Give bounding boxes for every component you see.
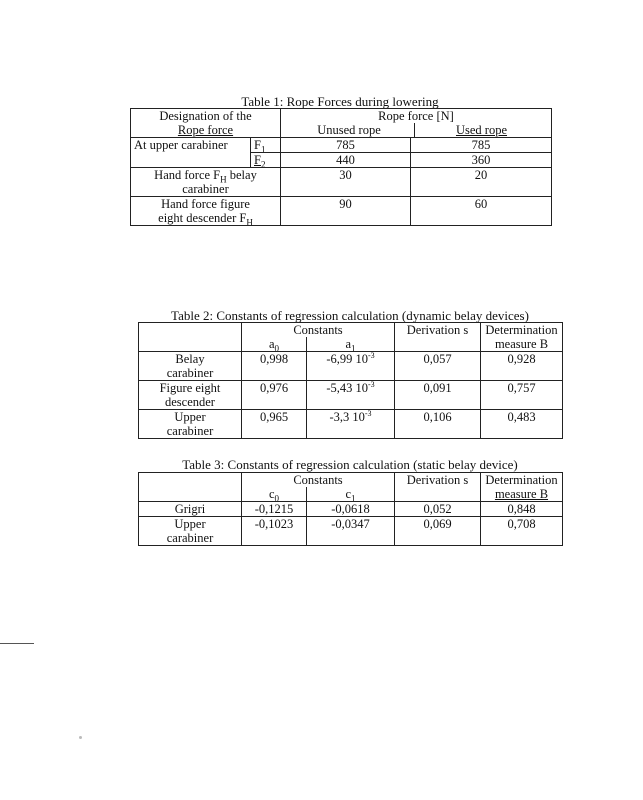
table-row: Upper carabiner 0,965 -3,3 $10^{-3}$ 0,106 0,483 xyxy=(139,410,563,439)
row-symbol: $F_1$ xyxy=(251,138,281,153)
scan-speck xyxy=(79,736,82,739)
table1-header-row xyxy=(131,109,552,138)
table3-caption: Table 3: Constants of regression calculation (static belay device) xyxy=(182,457,518,472)
header-a0: $a_0$ xyxy=(242,337,307,352)
table1-row xyxy=(131,138,552,153)
row-symbol: $F_2$ xyxy=(251,153,281,168)
value-unused: 785 xyxy=(281,138,411,153)
table-row: Upper carabiner -0,1023 -0,0347 0,069 0,708 xyxy=(139,517,563,546)
value-used: 785 xyxy=(411,138,552,153)
value-unused: 90 xyxy=(281,197,411,226)
header-constants: Constants xyxy=(242,323,395,338)
header-derivation: Derivation s xyxy=(395,323,481,352)
row-label: Hand force figure eight descender $F_H$ xyxy=(131,197,281,226)
table2-caption: Table 2: Constants of regression calculation (dynamic belay devices) xyxy=(171,308,529,323)
table-row: Belay carabiner 0,998 -6,99 $10^{-3}$ 0,057 0,928 xyxy=(139,352,563,381)
header-designation: Designation of the Rope force xyxy=(131,109,281,138)
table-row: Figure eight descender 0,976 -5,43 $10^{-3}$ 0,091 0,757 xyxy=(139,381,563,410)
value-unused: 30 xyxy=(281,168,411,197)
table1-row xyxy=(131,153,552,168)
table1-row xyxy=(131,197,552,226)
row-label: At upper carabiner xyxy=(131,138,251,153)
table3 xyxy=(138,472,563,546)
table1-row xyxy=(131,168,552,197)
table2-header-row xyxy=(139,323,563,338)
table1-caption: Table 1: Rope Forces during lowering xyxy=(241,94,439,109)
value-unused: 440 xyxy=(281,153,411,168)
table2 xyxy=(138,322,563,439)
value-used: 20 xyxy=(411,168,552,197)
value-used: 360 xyxy=(411,153,552,168)
header-determination: Determination measure B xyxy=(481,323,563,352)
table1 xyxy=(130,108,552,226)
value-used: 60 xyxy=(411,197,552,226)
row-label: Hand force $F_H$ belay carabiner xyxy=(131,168,281,197)
margin-mark xyxy=(0,643,34,644)
header-c1: $c_1$ xyxy=(307,487,395,502)
header-rope-force: Rope force [N] Unused rope Used rope xyxy=(281,109,552,138)
header-determination: Determination measure B xyxy=(481,473,563,502)
table-row: Grigri -0,1215 -0,0618 0,052 0,848 xyxy=(139,502,563,517)
header-constants: Constants xyxy=(242,473,395,488)
header-a1: $a_1$ xyxy=(307,337,395,352)
table3-header-row xyxy=(139,473,563,488)
header-c0: $c_0$ xyxy=(242,487,307,502)
header-derivation: Derivation s xyxy=(395,473,481,502)
